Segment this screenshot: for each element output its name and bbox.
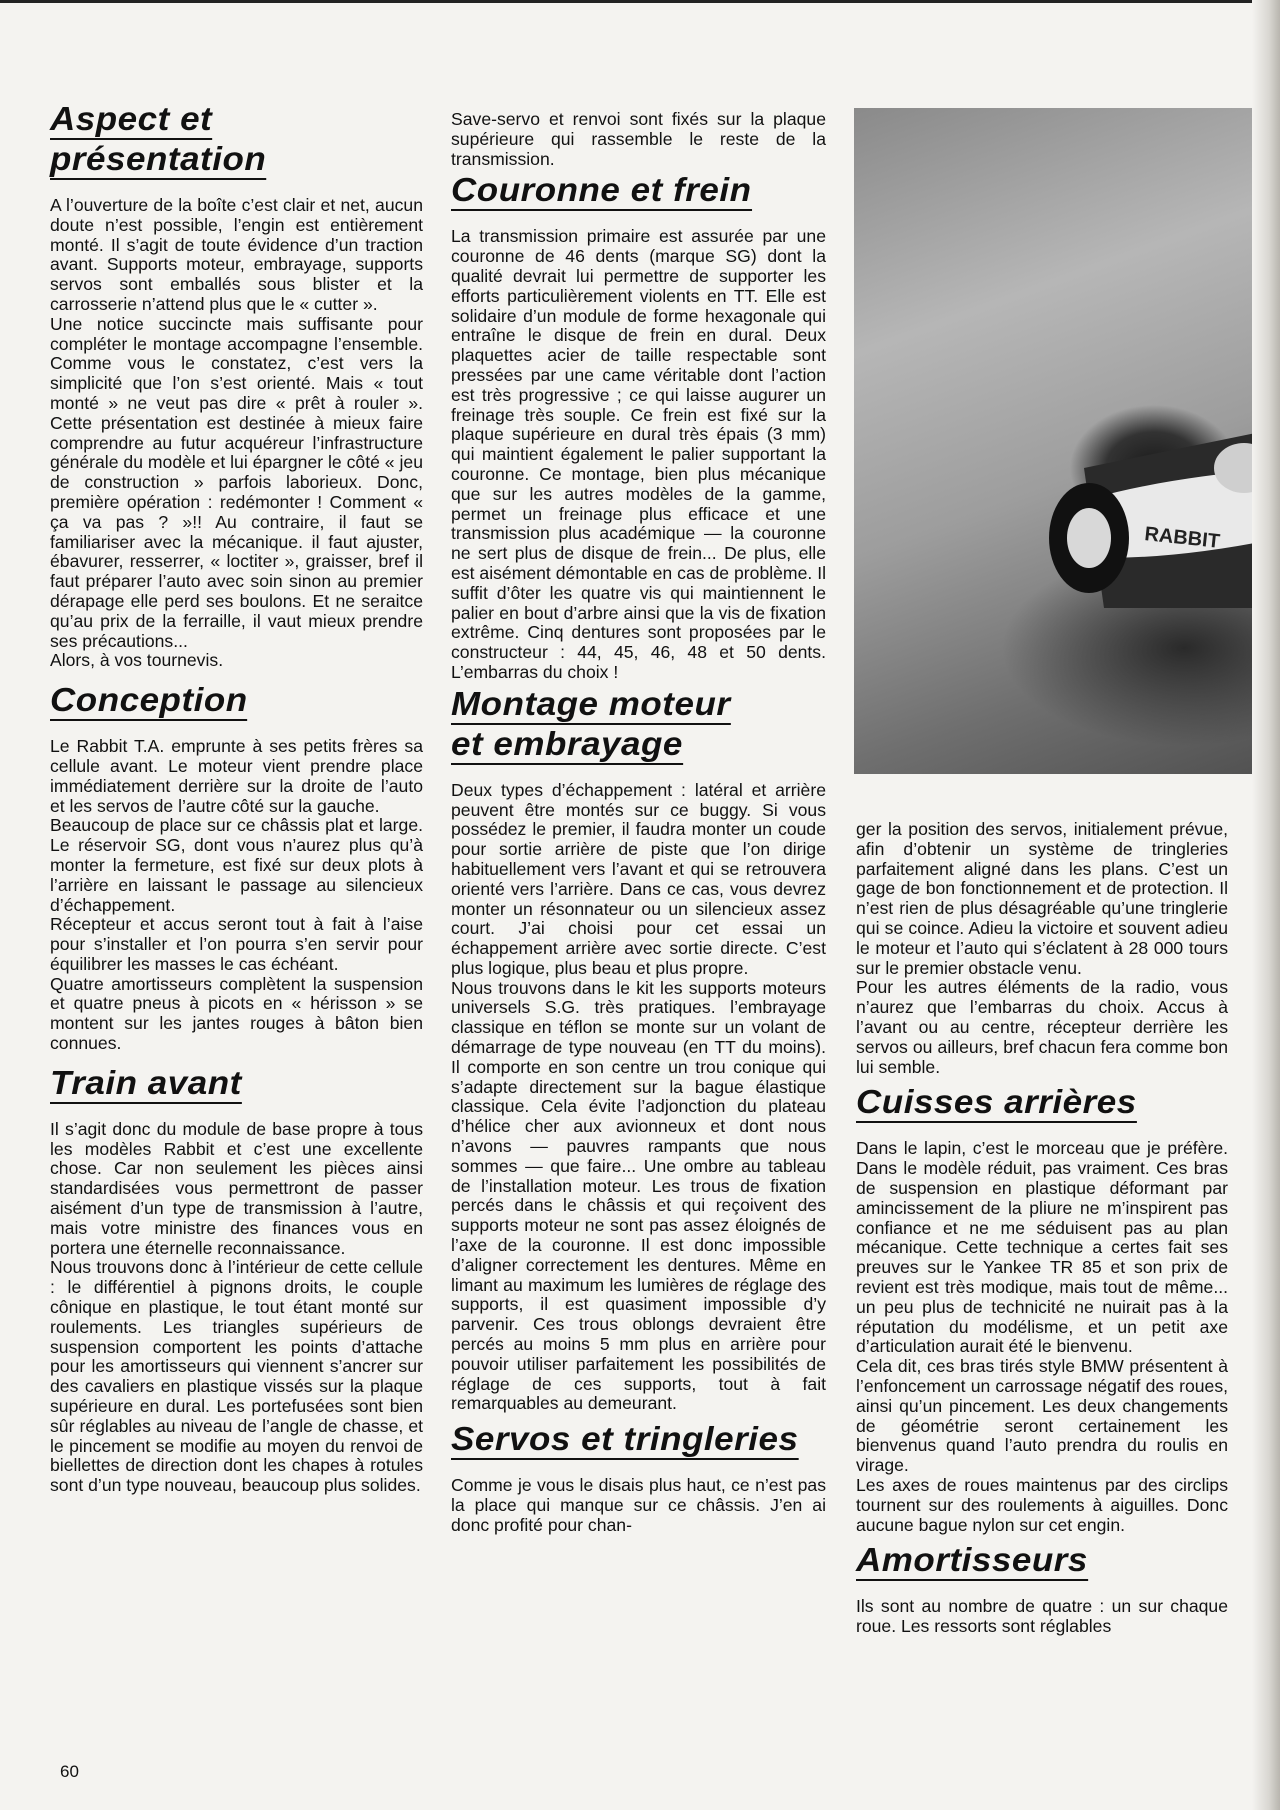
heading-servos: Servos et tringleries bbox=[451, 1420, 798, 1460]
heading-train-avant: Train avant bbox=[50, 1064, 242, 1104]
heading-couronne: Couronne et frein bbox=[451, 171, 752, 211]
paragraph: Nous trouvons dans le kit les supports moteurs universels S.G. très pratiques. l’embrayage classique en téflon se monte sur un volant de démarrage de type nouveau (en TT du moins). Il comporte en son centre un trou conique qui s’adapte directement sur la bague élastique classique. Cela évite l’adjonction du plateau d’hélice cher aux avionneux et dont nous n’avons — pauvres rampants que nous sommes — que faire... Une ombre au tableau de l’installation moteur. Les trous de fixation percés dans le châssis et qui reçoivent des supports moteur ne sont pas assez éloignés de l’axe de la couronne. Il est donc impossible d’aligner correctement les dentures. Même en limant au maximum les lumières de réglage des supports, il est quasiment impossible d’y parvenir. Ces trous oblongs devraient être percés au moins 5 mm plus en arrière pour pouvoir utiliser parfaitement les possibilités de réglage de ces supports, tout à fait remarquables au demeurant. bbox=[451, 977, 826, 1414]
car-label: RABBIT bbox=[1143, 523, 1221, 553]
heading-montage: Montage moteur et embrayage bbox=[451, 685, 730, 765]
paragraph: Le Rabbit T.A. emprunte à ses petits frères sa cellule avant. Le moteur vient prendre place immédiatement derrière sur la droite de l’auto et les servos de l’autre côté sur la gauche. bbox=[50, 736, 423, 816]
column-2 bbox=[451, 110, 826, 1536]
paragraph: Nous trouvons donc à l’intérieur de cette cellule : le différentiel à pignons droits, le couple cônique en plastique, le tout étant monté sur roulements. Les triangles supérieurs de suspension comportent les points d’attache pour les amortisseurs qui viennent s’ancrer sur des cavaliers en plastique vissés sur la plaque supérieure en dural. Les portefusées sont bien sûr réglables au niveau de l’angle de chasse, et le pincement se modifie au moyen du renvoi de biellettes de direction dont les chapes à rotules sont d’un type nouveau, beaucoup plus solides. bbox=[50, 1257, 423, 1496]
page-number: 60 bbox=[60, 1762, 79, 1781]
column-3 bbox=[856, 820, 1228, 1637]
column-1 bbox=[50, 100, 423, 1496]
rabbit-buggy-image bbox=[1044, 408, 1280, 628]
paragraph: Il s’agit donc du module de base propre à tous les modèles Rabbit et c’est une excellente chose. Car non seulement les pièces ainsi standardisées vous permettront de passer aisément d’un type de transmission à l’autre, mais votre ministre des finances vous en portera une éternelle reconnaissance. bbox=[50, 1118, 423, 1258]
paragraph: ger la position des servos, initialement prévue, afin d’obtenir un système de tringleries parfaitement aligné dans les plans. C’est un gage de bon fonctionnement et de protection. Il n’est rien de plus désagréable qu’une tringlerie qui se coince. Adieu la victoire et souvent adieu le moteur et l’auto qui s’éclatent à 28 000 tours sur le premier obstacle venu. bbox=[856, 819, 1228, 978]
paragraph: Quatre amortisseurs complètent la suspension et quatre pneus à picots en « hérisson » se montent sur les jantes rouges à bâton bien connues. bbox=[50, 973, 423, 1054]
heading-cuisses: Cuisses arrières bbox=[856, 1083, 1137, 1123]
paragraph: Deux types d’échappement : latéral et arrière peuvent être montés sur ce buggy. Si vous possédez le premier, il faudra monter un coude pour sortie arrière de piste que l’on dirige habituellement vers l’avant et qui se retrouvera orienté vers l’arrière. Dans ce cas, vous devrez monter un résonnateur ou un silencieux assez court. J’ai choisi pour cet essai un échappement arrière avec sortie directe. C’est plus logique, plus beau et plus propre. bbox=[451, 779, 826, 978]
paragraph: Une notice succincte mais suffisante pour compléter le montage accompagne l’ensemble. Comme vous le constatez, c’est vers la simplicité que l’on s’est orienté. Mais « tout monté » ne veut pas dire « prêt à rouler ». Cette présentation est destinée à mieux faire comprendre au futur acquéreur l’infrastructure générale du modèle et lui épargner le côté « jeu de construction » parfois laborieux. Donc, première opération : redémonter ! Comment « ça va pas ? »!! Au contraire, il faut se familiariser avec la mécanique. il faut ajuster, ébavurer, resserrer, « loctiter », graisser, bref il faut préparer l’auto avec soin sinon au premier dérapage elle perd ses boulons. Et ne seraitce qu’au prix de la ferraille, il vaut mieux prendre ses précautions... bbox=[50, 313, 423, 651]
paragraph: Cela dit, ces bras tirés style BMW présentent à l’enfoncement un carrossage négatif des roues, ainsi qu’un pincement. Les deux changements de géométrie seront certainement les bienvenus quand l’auto prendra du roulis en virage. bbox=[856, 1356, 1228, 1476]
paragraph: La transmission primaire est assurée par une couronne de 46 dents (marque SG) dont la qualité devrait lui permettre de supporter les efforts particulièrement violents en TT. Elle est solidaire d’un module de forme hexagonale qui entraîne le disque de frein en dural. Deux plaquettes acier de taille respectable sont pressées par une came véritable dont l’action est très progressive ; ce qui laisse augurer un freinage très souple. Ce frein est fixé sur la plaque supérieure en dural très épais (3 mm) qui maintient également le palier supportant la couronne. Ce montage, bien plus mécanique que sur les autres modèles de la gamme, permet un freinage plus efficace et une transmission plus académique — la couronne ne sert plus de disque de frein... De plus, elle est aisément démontable en cas de problème. Il suffit d’ôter les quatre vis qui maintiennent le palier en bout d’arbre ainsi que la vis de fixation extrême. Cinq dentures sont proposées par le constructeur : 44, 45, 46, 48 et 50 dents. L’embarras du choix ! bbox=[451, 226, 826, 682]
paragraph: Dans le lapin, c’est le morceau que je préfère. Dans le modèle réduit, pas vraiment. Ces bras de suspension en plastique déformant par amincissement de la pliure ne m’inspirent pas confiance et ne me séduisent pas au plan mécanique. Cette technique a certes fait ses preuves sur le Yankee TR 85 et son prix de revient est très modique, mais tout de même... un peu plus de technicité ne nuirait pas à la réputation du modélisme, et un petit axe d’articulation aurait été le bienvenu. bbox=[856, 1138, 1228, 1357]
heading-amortisseurs: Amortisseurs bbox=[856, 1541, 1088, 1581]
buggy-photo bbox=[854, 108, 1280, 774]
page-edge-shadow bbox=[1252, 0, 1280, 1810]
paragraph: Beaucoup de place sur ce châssis plat et large. Le réservoir SG, dont vous n’aurez plus qu’à monter la fermeture, est fixé sur deux plots à l’arrière en laissant le passage au silencieux d’échappement. bbox=[50, 815, 423, 915]
paragraph: A l’ouverture de la boîte c’est clair et net, aucun doute n’est possible, l’engin est entièrement monté. Il s’agit de toute évidence d’un traction avant. Supports moteur, embrayage, supports servos sont emballés sous blister et la carrosserie n’attend plus que le « cutter ». bbox=[50, 195, 423, 314]
heading-conception: Conception bbox=[50, 681, 248, 721]
paragraph: Ils sont au nombre de quatre : un sur chaque roue. Les ressorts sont réglables bbox=[856, 1596, 1228, 1637]
paragraph: Les axes de roues maintenus par des circlips tournent sur des roulements à aiguilles. Donc aucune bague nylon sur cet engin. bbox=[856, 1474, 1228, 1535]
top-rule bbox=[0, 0, 1280, 3]
heading-aspect: Aspect et présentation bbox=[50, 100, 266, 180]
paragraph: Comme je vous le disais plus haut, ce n’est pas la place qui manque sur ce châssis. J’en ai donc profité pour chan- bbox=[451, 1475, 826, 1535]
paragraph: Récepteur et accus seront tout à fait à l’aise pour s’installer et l’on pourra s’en servir pour équilibrer les masses le cas échéant. bbox=[50, 914, 423, 974]
paragraph: Pour les autres éléments de la radio, vous n’aurez que l’embarras du choix. Accus à l’avant ou au centre, récepteur derrière les servos ou ailleurs, bref chacun fera comme bon lui semble. bbox=[856, 977, 1228, 1077]
paragraph: Alors, à vos tournevis. bbox=[50, 650, 224, 671]
paragraph: Save-servo et renvoi sont fixés sur la plaque supérieure qui rassemble le reste de la transmission. bbox=[451, 109, 826, 169]
